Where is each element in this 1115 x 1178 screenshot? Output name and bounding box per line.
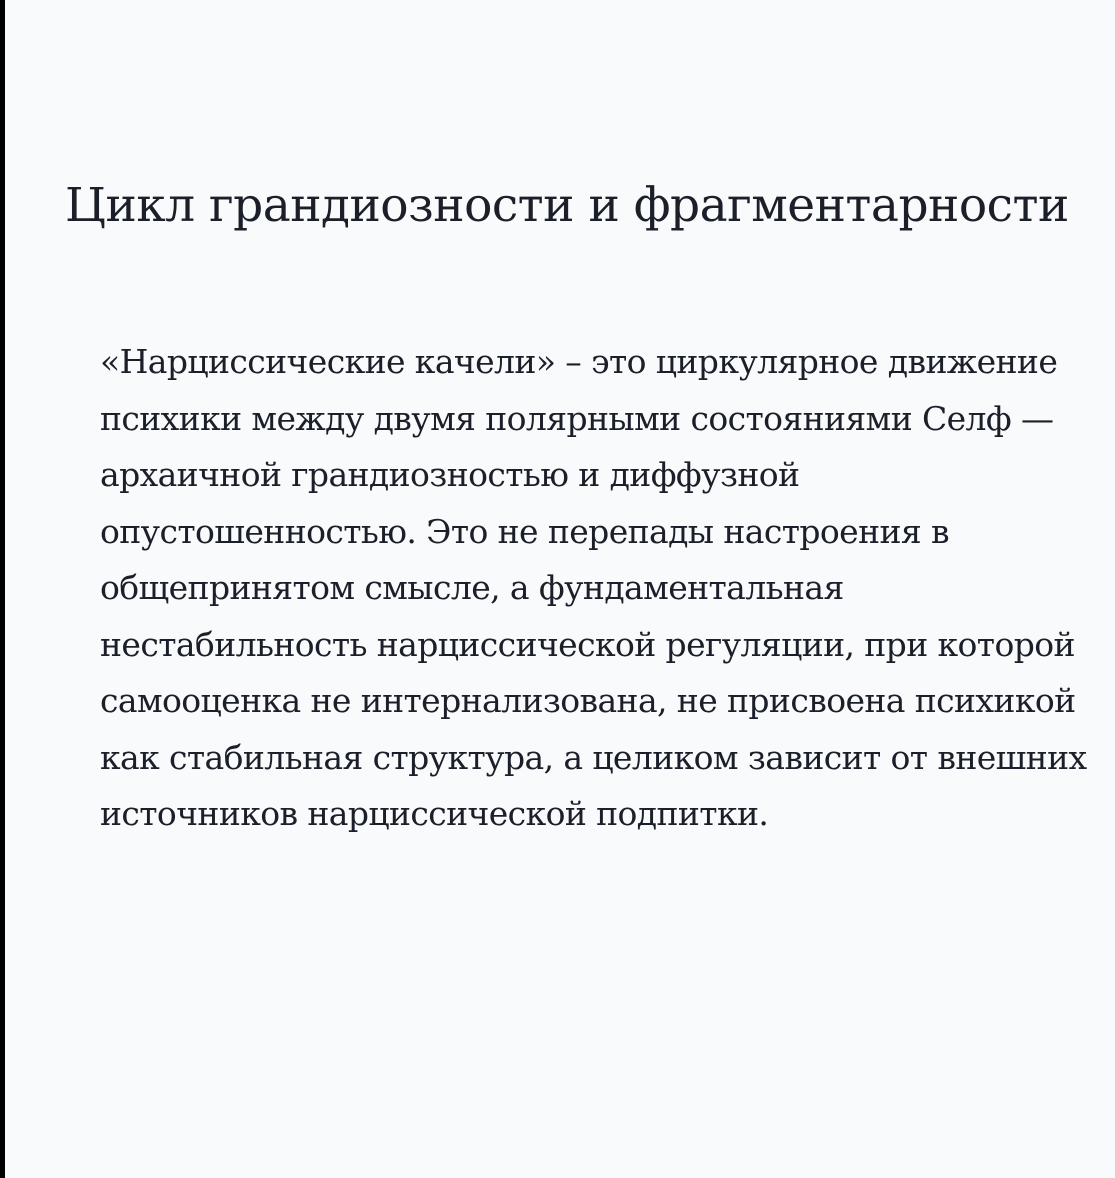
page	[5, 0, 1115, 1178]
paragraph-line: источников нарциссической подпитки.	[100, 794, 769, 833]
paragraph-line: как стабильная структура, а целиком зависит от внешних	[100, 737, 1087, 777]
paragraph-line: психики между двумя полярными состояниями Селф —	[100, 398, 1054, 438]
paragraph-line: общепринятом смысле, а фундаментальная	[100, 568, 844, 607]
article-paragraph	[100, 334, 1087, 843]
paragraph-line: самооценка не интернализована, не присвоена психикой	[100, 681, 1076, 720]
paragraph-line: нестабильность нарциссической регуляции, при которой	[100, 624, 1075, 664]
paragraph-line: опустошенностью. Это не перепады настроения в	[100, 511, 949, 551]
paragraph-line: «Нарциссические качели» – это циркулярное движение	[100, 342, 1058, 381]
page-title: Цикл грандиозности и фрагментарности	[65, 178, 1069, 233]
paragraph-line: архаичной грандиозностью и диффузной	[100, 455, 800, 494]
